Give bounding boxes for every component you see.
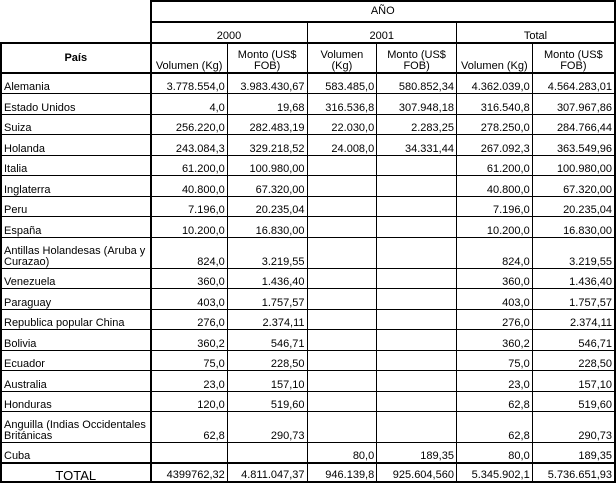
- m2000-cell: 100.980,00: [227, 155, 307, 176]
- v2001-cell: [307, 371, 377, 392]
- country-cell: Alemania: [1, 73, 151, 94]
- mt-cell: 1.436,40: [532, 268, 615, 289]
- table-row: [1, 73, 615, 94]
- m2000-cell: 3.983.430,67: [227, 73, 307, 94]
- v2001-cell: [307, 412, 377, 443]
- m2001-cell: [377, 371, 457, 392]
- country-cell: Republica popular China: [1, 309, 151, 330]
- table-row: [1, 412, 615, 443]
- year-2001-header: 2001: [307, 22, 456, 43]
- vt-cell: 267.092,3: [456, 135, 532, 156]
- m2000-cell: 67.320,00: [227, 176, 307, 197]
- m2000-cell: 329.218,52: [227, 135, 307, 156]
- table-row: [1, 94, 615, 115]
- country-cell: España: [1, 217, 151, 238]
- vt-cell: 278.250,0: [456, 114, 532, 135]
- vt-cell: 4.362.039,0: [456, 73, 532, 94]
- mt-cell: 284.766,44: [532, 114, 615, 135]
- blank-cell: [1, 1, 151, 22]
- vol-total-header: Volumen (Kg): [456, 43, 532, 73]
- v2001-cell: [307, 176, 377, 197]
- table-row: [1, 155, 615, 176]
- mt-cell: 3.219,55: [532, 237, 615, 268]
- mt-cell: 16.830,00: [532, 217, 615, 238]
- m2000-cell: 228,50: [227, 350, 307, 371]
- country-cell: Bolivia: [1, 330, 151, 351]
- v2001-cell: 316.536,8: [307, 94, 377, 115]
- v2000-cell: 243.084,3: [151, 135, 228, 156]
- m2000-cell: 20.235,04: [227, 196, 307, 217]
- v2001-cell: [307, 237, 377, 268]
- v2001-cell: 22.030,0: [307, 114, 377, 135]
- blank-cell: [1, 22, 151, 43]
- table-row: [1, 217, 615, 238]
- mt-cell: 546,71: [532, 330, 615, 351]
- m2001-cell: [377, 217, 457, 238]
- m2000-cell: 546,71: [227, 330, 307, 351]
- table-row: [1, 443, 615, 464]
- table-row: [1, 309, 615, 330]
- vol-2000-header: Volumen (Kg): [151, 43, 228, 73]
- m2001-cell: 34.331,44: [377, 135, 457, 156]
- v2000-cell: 360,2: [151, 330, 228, 351]
- vt-cell: 80,0: [456, 443, 532, 464]
- country-cell: Ecuador: [1, 350, 151, 371]
- table-row: [1, 268, 615, 289]
- vt-cell: 40.800,0: [456, 176, 532, 197]
- total-v2000-cell: 4399762,32: [151, 463, 228, 482]
- vol-2001-header: Volumen (Kg): [307, 43, 377, 73]
- vt-cell: 61.200,0: [456, 155, 532, 176]
- m2000-cell: 519,60: [227, 391, 307, 412]
- table-row: [1, 196, 615, 217]
- mt-cell: 20.235,04: [532, 196, 615, 217]
- m2000-cell: 157,10: [227, 371, 307, 392]
- monto-2001-header: Monto (US$ FOB): [377, 43, 457, 73]
- vt-cell: 23,0: [456, 371, 532, 392]
- total-row: [1, 463, 615, 482]
- v2001-cell: [307, 268, 377, 289]
- vt-cell: 10.200,0: [456, 217, 532, 238]
- table-row: [1, 391, 615, 412]
- m2000-cell: 19,68: [227, 94, 307, 115]
- mt-cell: 519,60: [532, 391, 615, 412]
- country-cell: Inglaterra: [1, 176, 151, 197]
- m2000-cell: [227, 443, 307, 464]
- country-cell: Venezuela: [1, 268, 151, 289]
- v2000-cell: 7.196,0: [151, 196, 228, 217]
- table-row: [1, 114, 615, 135]
- m2000-cell: 2.374,11: [227, 309, 307, 330]
- v2000-cell: 40.800,0: [151, 176, 228, 197]
- table-row: [1, 350, 615, 371]
- mt-cell: 290,73: [532, 412, 615, 443]
- monto-2000-header: Monto (US$ FOB): [227, 43, 307, 73]
- vt-cell: 824,0: [456, 237, 532, 268]
- m2001-cell: [377, 391, 457, 412]
- m2000-cell: 282.483,19: [227, 114, 307, 135]
- m2001-cell: [377, 176, 457, 197]
- pais-header: País: [1, 43, 151, 73]
- m2001-cell: [377, 289, 457, 310]
- year-2000-header: 2000: [151, 22, 308, 43]
- total-mt-cell: 5.736.651,93: [532, 463, 615, 482]
- v2000-cell: 256.220,0: [151, 114, 228, 135]
- m2001-cell: [377, 196, 457, 217]
- ano-header: AÑO: [151, 1, 615, 22]
- v2000-cell: 61.200,0: [151, 155, 228, 176]
- v2001-cell: 80,0: [307, 443, 377, 464]
- country-cell: Paraguay: [1, 289, 151, 310]
- m2001-cell: [377, 155, 457, 176]
- m2001-cell: [377, 330, 457, 351]
- table-row: [1, 135, 615, 156]
- mt-cell: 1.757,57: [532, 289, 615, 310]
- m2001-cell: 189,35: [377, 443, 457, 464]
- country-cell: Italia: [1, 155, 151, 176]
- vt-cell: 75,0: [456, 350, 532, 371]
- country-cell: Antillas Holandesas (Aruba y Curazao): [1, 237, 151, 268]
- total-v2001-cell: 946.139,8: [307, 463, 377, 482]
- vt-cell: 276,0: [456, 309, 532, 330]
- v2000-cell: 276,0: [151, 309, 228, 330]
- v2001-cell: 24.008,0: [307, 135, 377, 156]
- vt-cell: 316.540,8: [456, 94, 532, 115]
- m2001-cell: 307.948,18: [377, 94, 457, 115]
- total-label: TOTAL: [1, 463, 151, 482]
- mt-cell: 100.980,00: [532, 155, 615, 176]
- v2001-cell: [307, 330, 377, 351]
- v2000-cell: 360,0: [151, 268, 228, 289]
- v2001-cell: [307, 289, 377, 310]
- table-row: [1, 330, 615, 351]
- v2000-cell: 62,8: [151, 412, 228, 443]
- country-cell: Anguilla (Indias Occidentales Británicas: [1, 412, 151, 443]
- vt-cell: 7.196,0: [456, 196, 532, 217]
- m2001-cell: [377, 412, 457, 443]
- vt-cell: 360,2: [456, 330, 532, 351]
- mt-cell: 157,10: [532, 371, 615, 392]
- m2001-cell: [377, 309, 457, 330]
- country-cell: Cuba: [1, 443, 151, 464]
- mt-cell: 4.564.283,01: [532, 73, 615, 94]
- v2001-cell: [307, 155, 377, 176]
- mt-cell: 228,50: [532, 350, 615, 371]
- table-row: [1, 289, 615, 310]
- total-m2001-cell: 925.604,560: [377, 463, 457, 482]
- country-cell: Holanda: [1, 135, 151, 156]
- mt-cell: 363.549,96: [532, 135, 615, 156]
- v2000-cell: [151, 443, 228, 464]
- vt-cell: 360,0: [456, 268, 532, 289]
- m2001-cell: 580.852,34: [377, 73, 457, 94]
- vt-cell: 62,8: [456, 412, 532, 443]
- m2001-cell: 2.283,25: [377, 114, 457, 135]
- m2001-cell: [377, 237, 457, 268]
- m2001-cell: [377, 268, 457, 289]
- m2000-cell: 290,73: [227, 412, 307, 443]
- v2000-cell: 10.200,0: [151, 217, 228, 238]
- country-cell: Honduras: [1, 391, 151, 412]
- v2001-cell: [307, 217, 377, 238]
- v2000-cell: 120,0: [151, 391, 228, 412]
- v2001-cell: [307, 309, 377, 330]
- v2000-cell: 403,0: [151, 289, 228, 310]
- table-row: [1, 176, 615, 197]
- mt-cell: 2.374,11: [532, 309, 615, 330]
- m2000-cell: 1.757,57: [227, 289, 307, 310]
- monto-total-header: Monto (US$ FOB): [532, 43, 615, 73]
- vt-cell: 62,8: [456, 391, 532, 412]
- country-cell: Peru: [1, 196, 151, 217]
- total-m2000-cell: 4.811.047,37: [227, 463, 307, 482]
- v2000-cell: 75,0: [151, 350, 228, 371]
- m2000-cell: 1.436,40: [227, 268, 307, 289]
- vt-cell: 403,0: [456, 289, 532, 310]
- v2001-cell: [307, 391, 377, 412]
- v2001-cell: 583.485,0: [307, 73, 377, 94]
- country-cell: Suiza: [1, 114, 151, 135]
- v2000-cell: 23,0: [151, 371, 228, 392]
- mt-cell: 189,35: [532, 443, 615, 464]
- table-row: [1, 371, 615, 392]
- country-cell: Australia: [1, 371, 151, 392]
- country-cell: Estado Unidos: [1, 94, 151, 115]
- m2000-cell: 16.830,00: [227, 217, 307, 238]
- mt-cell: 67.320,00: [532, 176, 615, 197]
- m2001-cell: [377, 350, 457, 371]
- v2001-cell: [307, 196, 377, 217]
- mt-cell: 307.967,86: [532, 94, 615, 115]
- m2000-cell: 3.219,55: [227, 237, 307, 268]
- v2000-cell: 3.778.554,0: [151, 73, 228, 94]
- year-total-header: Total: [456, 22, 615, 43]
- total-vt-cell: 5.345.902,1: [456, 463, 532, 482]
- v2000-cell: 4,0: [151, 94, 228, 115]
- table-row: [1, 237, 615, 268]
- v2000-cell: 824,0: [151, 237, 228, 268]
- v2001-cell: [307, 350, 377, 371]
